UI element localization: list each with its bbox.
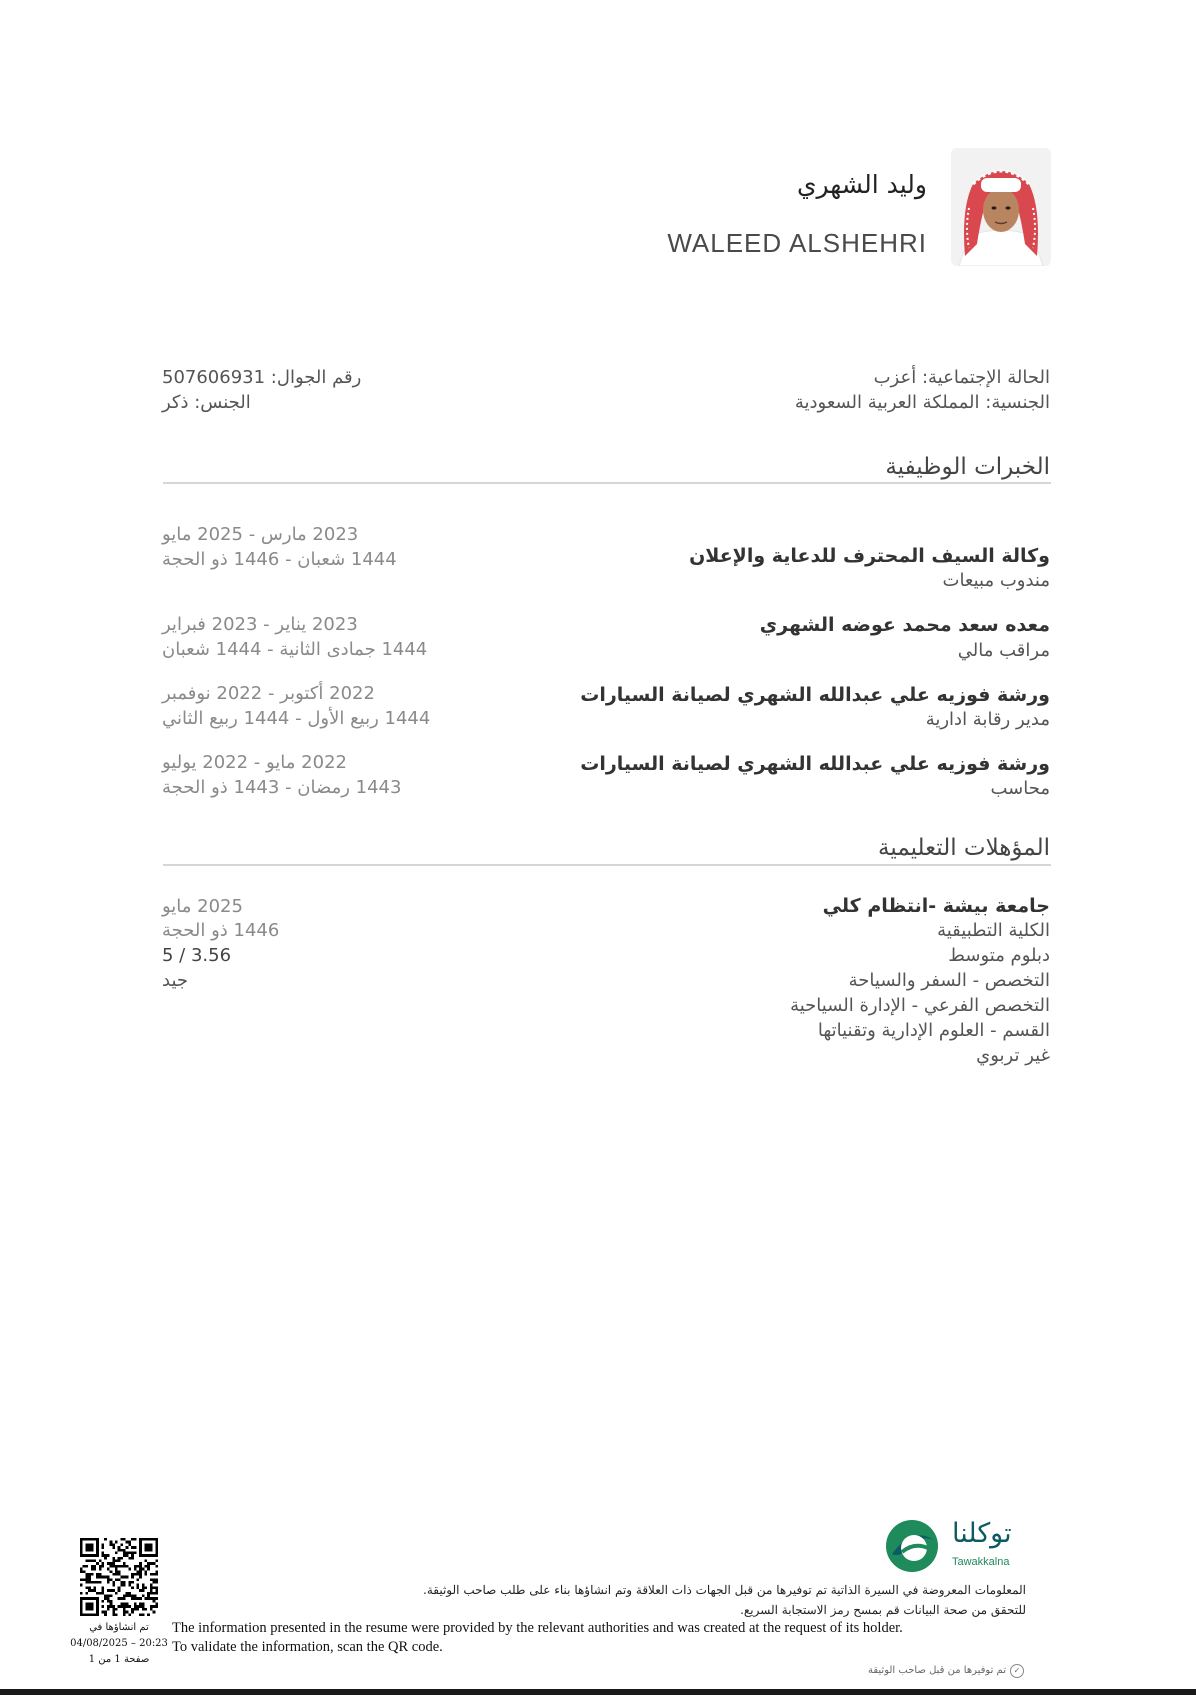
tawakkalna-logo: [884, 1518, 1024, 1574]
experience-role: مندوب مبيعات: [942, 570, 1050, 591]
education-date-hijri: 1446 ذو الحجة: [162, 920, 280, 941]
education-date-gregorian: 2025 مايو: [162, 896, 243, 917]
tawakkalna-logo-en: Tawakkalna: [952, 1556, 1010, 1568]
experience-date-gregorian: 2022 مايو - 2022 يوليو: [162, 752, 347, 773]
experience-role: مراقب مالي: [957, 640, 1050, 661]
qr-code[interactable]: [80, 1538, 158, 1616]
experience-company: معده سعد محمد عوضه الشهري: [759, 614, 1050, 636]
education-college: الكلية التطبيقية: [937, 920, 1050, 941]
experience-date-hijri: 1443 رمضان - 1443 ذو الحجة: [162, 777, 402, 798]
name-english: WALEED ALSHEHRI: [667, 228, 927, 258]
nationality: الجنسية: المملكة العربية السعودية: [794, 392, 1050, 413]
provided-by-text: تم توفيرها من قبل صاحب الوثيقة: [867, 1665, 1006, 1676]
experience-section-title: الخبرات الوظيفية: [885, 454, 1050, 480]
experience-role: محاسب: [990, 778, 1050, 799]
gender: الجنس: ذكر: [162, 392, 251, 413]
footer-validate-arabic: للتحقق من صحة البيانات قم بمسح رمز الاستجابة السريع.: [740, 1603, 1026, 1617]
education-section-title: المؤهلات التعليمية: [878, 835, 1050, 861]
experience-date-gregorian: 2023 يناير - 2023 فبراير: [162, 614, 358, 635]
tawakkalna-logo-ar: توكلنا: [952, 1518, 1012, 1549]
marital-status: الحالة الإجتماعية: أعزب: [873, 367, 1050, 388]
qr-created-label: تم انشاؤها في: [89, 1622, 149, 1633]
footer-note-arabic: المعلومات المعروضة في السيرة الذاتية تم توفيرها من قبل الجهات ذات العلاقة وتم انشاؤها بناء على طلب صاحب الوثيقة.: [423, 1583, 1026, 1597]
bottom-edge-bar: [0, 1689, 1196, 1695]
experience-company: ورشة فوزيه علي عبدالله الشهري لصيانة السيارات: [580, 753, 1050, 775]
page-number: صفحة 1 من 1: [88, 1654, 150, 1665]
verified-icon: ✓: [1010, 1664, 1024, 1678]
education-degree: دبلوم متوسط: [948, 945, 1050, 966]
experience-divider: [163, 482, 1051, 484]
experience-role: مدير رقابة ادارية: [925, 709, 1050, 730]
education-major: التخصص - السفر والسياحة: [848, 970, 1050, 991]
education-gpa: 5 / 3.56: [162, 945, 232, 966]
experience-date-hijri: 1444 ربيع الأول - 1444 ربيع الثاني: [162, 708, 431, 729]
profile-photo: [951, 148, 1051, 266]
experience-date-gregorian: 2023 مارس - 2025 مايو: [162, 524, 359, 545]
mobile-number: رقم الجوال: 507606931: [162, 367, 362, 388]
provided-by-holder: [868, 1664, 1024, 1678]
experience-date-hijri: 1444 جمادى الثانية - 1444 شعبان: [162, 639, 428, 660]
education-grade: جيد: [162, 970, 189, 991]
experience-date-gregorian: 2022 أكتوبر - 2022 نوفمبر: [162, 683, 375, 704]
education-divider: [163, 864, 1051, 866]
footer-validate-english: To validate the information, scan the QR code.: [172, 1639, 443, 1655]
name-arabic: وليد الشهري: [796, 170, 927, 199]
education-sub-major: التخصص الفرعي - الإدارة السياحية: [790, 995, 1050, 1016]
experience-company: وكالة السيف المحترف للدعاية والإعلان: [689, 545, 1050, 567]
experience-date-hijri: 1444 شعبان - 1446 ذو الحجة: [162, 549, 397, 570]
education-department: القسم - العلوم الإدارية وتقنياتها: [817, 1020, 1050, 1041]
education-type: غير تربوي: [976, 1045, 1050, 1066]
qr-created-datetime: 04/08/2025 – 20:23: [70, 1638, 168, 1649]
education-institution: جامعة بيشة -انتظام كلي: [822, 895, 1050, 917]
footer-note-english: The information presented in the resume were provided by the relevant authorities and was created at the request of its holder.: [172, 1620, 903, 1636]
experience-company: ورشة فوزيه علي عبدالله الشهري لصيانة السيارات: [580, 684, 1050, 706]
